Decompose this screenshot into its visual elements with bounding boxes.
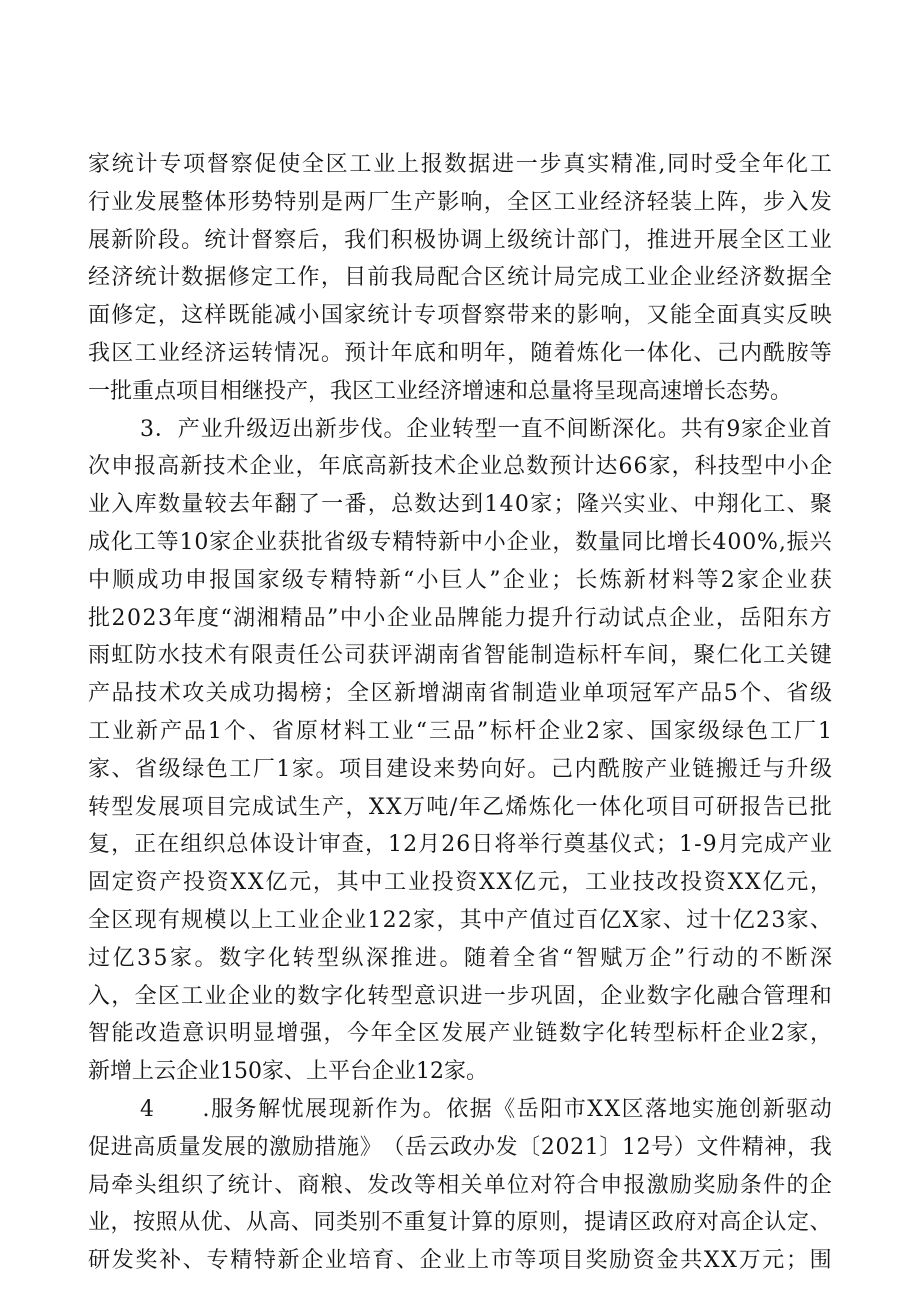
text-line: 研 发 奖 补 、 专 精 特 新 企 业 培 育 、 企 业 上 市 等 项 目 奖 励 资 金 共 X X 万 元 ； 围 [88,1248,832,1274]
text-line: 全 区 现 有 规 模 以 上 工 业 企 业 1 2 2 家 ， 其 中 产 值 过 百 亿 X 家 、 过 十 亿 2 3 家 、 [88,907,832,933]
paragraph [88,1091,832,1280]
text-line: 转 型 发 展 项 目 完 成 试 生 产 ， X X 万 吨 / 年 乙 烯 炼 化 一 体 化 项 目 可 研 报 告 已 批 [88,794,832,820]
text-line: 产 品 技 术 攻 关 成 功 揭 榜 ； 全 区 新 增 湖 南 省 制 造 业 单 项 冠 军 产 品 5 个 、 省 级 [88,681,832,707]
text-line: 工 业 新 产 品 1 个 、 省 原 材 料 工 业 “ 三 品 ” 标 杆 企 业 2 家 、 国 家 级 绿 色 工 厂 1 [88,718,832,744]
text-line: 过 亿 3 5 家 。 数 字 化 转 型 纵 深 推 进 。 随 着 全 省 “ 智 赋 万 企 ” 行 动 的 不 断 深 [88,945,832,971]
text-line: 雨 虹 防 水 技 术 有 限 责 任 公 司 获 评 湖 南 省 智 能 制 造 标 杆 车 间 ， 聚 仁 化 工 关 键 [88,643,832,669]
document-body [88,146,832,1280]
text-line: 4 . 服 务 解 忧 展 现 新 作 为 。 依 据 《 岳 阳 市 X X 区 落 地 实 施 创 新 驱 动 [140,1096,832,1122]
text-line: 智 能 改 造 意 识 明 显 增 强 ， 今 年 全 区 发 展 产 业 链 数 字 化 转 型 标 杆 企 业 2 家 ， [88,1021,832,1047]
text-line: 复 ， 正 在 组 织 总 体 设 计 审 查 ， 1 2 月 2 6 日 将 举 行 奠 基 仪 式 ； 1 - 9 月 完 成 产 业 [88,832,832,858]
text-line: 一批重点项目相继投产，我区工业经济增速和总量将呈现高速增长态势。 [88,378,793,404]
text-line: 面 修 定 ， 这 样 既 能 减 小 国 家 统 计 专 项 督 察 带 来 的 影 响 ， 又 能 全 面 真 实 反 映 [88,303,832,329]
paragraph [88,411,832,1091]
text-line: 局 牵 头 组 织 了 统 计 、 商 粮 、 发 改 等 相 关 单 位 对 符 合 申 报 激 励 奖 励 条 件 的 企 [88,1172,832,1198]
text-line: 经 济 统 计 数 据 修 定 工 作 ， 目 前 我 局 配 合 区 统 计 局 完 成 工 业 企 业 经 济 数 据 全 [88,265,832,291]
text-line: 成 化 工 等 1 0 家 企 业 获 批 省 级 专 精 特 新 中 小 企 业 ， 数 量 同 比 增 长 4 0 0 % , 振 兴 [88,529,832,555]
text-line: 我 区 工 业 经 济 运 转 情 况 。 预 计 年 底 和 明 年 ， 随 着 炼 化 一 体 化 、 己 内 酰 胺 等 [88,340,832,366]
text-line: 入 ， 全 区 工 业 企 业 的 数 字 化 转 型 意 识 进 一 步 巩 固 ， 企 业 数 字 化 融 合 管 理 和 [88,983,832,1009]
text-line: 3 ． 产 业 升 级 迈 出 新 步 伐 。 企 业 转 型 一 直 不 间 断 深 化 。 共 有 9 家 企 业 首 [140,416,832,442]
paragraph [88,146,832,411]
text-line: 展 新 阶 段 。 统 计 督 察 后 ， 我 们 积 极 协 调 上 级 统 计 部 门 ， 推 进 开 展 全 区 工 业 [88,227,832,253]
text-line: 次 申 报 高 新 技 术 企 业 ， 年 底 高 新 技 术 企 业 总 数 预 计 达 6 6 家 ， 科 技 型 中 小 企 [88,454,832,480]
text-line: 家 统 计 专 项 督 察 促 使 全 区 工 业 上 报 数 据 进 一 步 真 实 精 准 , 同 时 受 全 年 化 工 [88,152,832,177]
text-line: 家 、 省 级 绿 色 工 厂 1 家 。 项 目 建 设 来 势 向 好 。 己 内 酰 胺 产 业 链 搬 迁 与 升 级 [88,756,832,782]
text-line: 批 2 0 2 3 年 度 “ 湖 湘 精 品 ” 中 小 企 业 品 牌 能 力 提 升 行 动 试 点 企 业 ， 岳 阳 东 方 [88,605,832,631]
text-line: 业 ， 按 照 从 优 、 从 高 、 同 类 别 不 重 复 计 算 的 原 则 ， 提 请 区 政 府 对 高 企 认 定 、 [88,1210,832,1236]
text-line: 中 顺 成 功 申 报 国 家 级 专 精 特 新 “ 小 巨 人 ” 企 业 ； 长 炼 新 材 料 等 2 家 企 业 获 [88,567,832,593]
text-line: 业 入 库 数 量 较 去 年 翻 了 一 番 ， 总 数 达 到 1 4 0 家 ； 隆 兴 实 业 、 中 翔 化 工 、 聚 [88,492,832,518]
text-line: 促 进 高 质 量 发 展 的 激 励 措 施 》 （ 岳 云 政 办 发 〔 2 0 2 1 〕 1 2 号 ） 文 件 精 神 ， 我 [88,1134,832,1160]
text-line: 固 定 资 产 投 资 X X 亿 元 ， 其 中 工 业 投 资 X X 亿 元 ， 工 业 技 改 投 资 X X 亿 元 ， [88,870,832,896]
text-line: 行 业 发 展 整 体 形 势 特 别 是 两 厂 生 产 影 响 ， 全 区 工 业 经 济 轻 装 上 阵 ， 步 入 发 [88,189,832,215]
text-line: 新增上云企业150家、上平台企业12家。 [88,1059,488,1085]
